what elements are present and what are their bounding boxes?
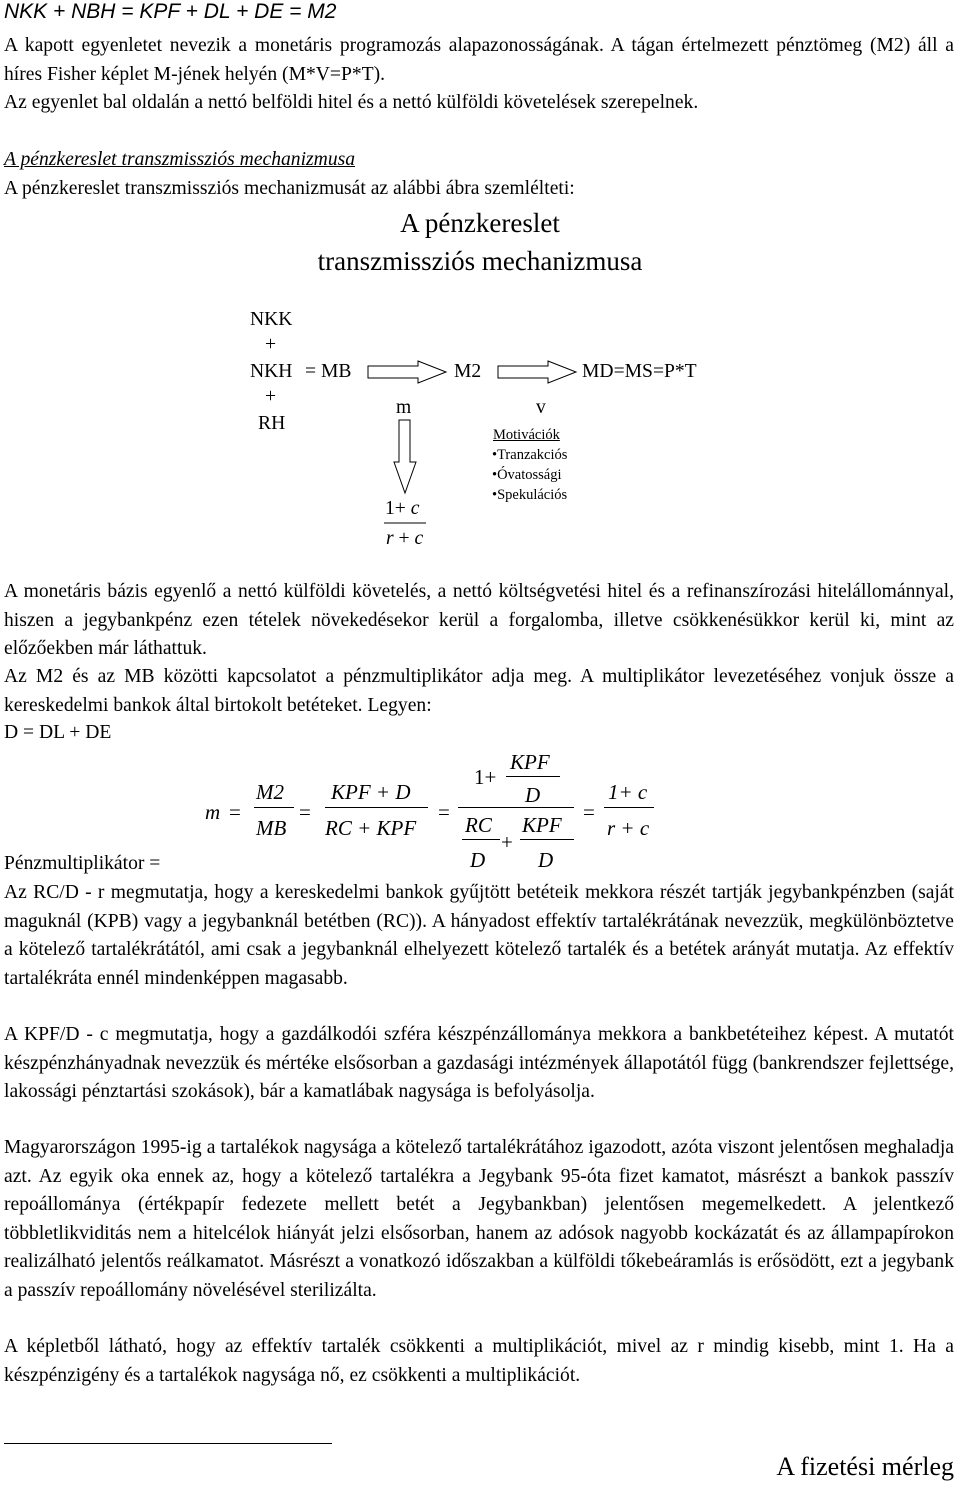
motives-title: Motivációk bbox=[493, 427, 560, 443]
section-title: A pénzkereslet transzmissziós mechanizmusa bbox=[4, 149, 356, 170]
formula-bar-2 bbox=[325, 807, 428, 808]
formula-f1-den: MB bbox=[256, 816, 287, 840]
formula-f2-num: KPF + D bbox=[331, 780, 411, 804]
formula-one-plus: 1+ bbox=[474, 765, 497, 789]
diagram-rh: RH bbox=[258, 413, 286, 434]
paragraph-conclusion: A képletből látható, hogy az effektív tartalék csökkenti a multiplikációt, mivel az r mindig kisebb, mint 1. Ha a készpénzigény és a tartalékok nagysága nő, ez csökkenti a multiplikációt. bbox=[4, 1336, 954, 1386]
equation-d: D = DL + DE bbox=[4, 722, 112, 743]
paragraph-cash-ratio: A KPF/D - c megmutatja, hogy a gazdálkodói szféra készpénzállománya mekkora a bankbetéteihez képest. A mutatót készpénzhányadnak nevezzük és mértéke elsősorban a gazdasági intézmények állapotától függ (bankrendszer fejlettsége, lakossági pénztartási szokások), bár a kamatlábak nagysága is befolyásolja. bbox=[4, 1024, 954, 1102]
footer-divider bbox=[4, 1443, 332, 1444]
diagram-nkk: NKK bbox=[250, 309, 293, 330]
formula-rc: RC bbox=[465, 813, 492, 837]
formula-f1-num: M2 bbox=[256, 780, 284, 804]
diagram-nkh: NKH bbox=[250, 361, 293, 382]
formula-bar-4 bbox=[604, 807, 654, 808]
diagram-arrows bbox=[0, 0, 960, 600]
paragraph-equation-left-side: Az egyenlet bal oldalán a nettó belföldi hitel és a nettó külföldi követelések szerepelnek. bbox=[4, 92, 699, 113]
formula-kpf-bottom: KPF bbox=[522, 813, 562, 837]
formula-f4-den: r + c bbox=[607, 816, 650, 840]
diagram-m-label: m bbox=[396, 397, 412, 418]
diagram-md-ms-pt: MD=MS=P*T bbox=[582, 361, 697, 382]
diagram-frac-numerator: 1+ c bbox=[385, 498, 420, 519]
formula-bar-main-3 bbox=[458, 807, 574, 808]
diagram-plus-2: + bbox=[265, 386, 277, 407]
diagram-title-line2: transzmissziós mechanizmusa bbox=[317, 246, 643, 276]
paragraph-diagram-intro: A pénzkereslet transzmissziós mechanizmusát az alábbi ábra szemlélteti: bbox=[4, 178, 575, 199]
paragraph-fisher: A kapott egyenletet nevezik a monetáris programozás alapazonosságának. A tágan értelmezett pénztömeg (M2) áll a híres Fisher képlet M-jének helyén (M*V=P*T). bbox=[4, 35, 954, 85]
formula-d-bottom-1: D bbox=[470, 848, 486, 872]
motive-item: •Spekulációs bbox=[492, 487, 568, 503]
arrow-m2-to-md-icon bbox=[498, 361, 576, 383]
formula-d-top: D bbox=[525, 783, 541, 807]
paragraph-effective-reserve: Az RC/D - r megmutatja, hogy a kereskedelmi bankok gyűjtött betéteik mekkora részét tartják jegybankpénzben (saját maguknál (KPB) vagy a jegybanknál betétben (RC)). A hányadost effektív tartalékrátának nevezzük, megkülönböztetve a kötelező tartalékrátától, ami csak a jegybanknál elhelyezett kötelező tartalék és a betétek arányát mutatja. Az effektív tartalékráta ennél mindenképpen magasabb. bbox=[4, 882, 954, 989]
motive-item: •Tranzakciós bbox=[492, 447, 568, 463]
motive-item: •Óvatossági bbox=[492, 467, 562, 483]
formula-eq-4: = bbox=[583, 800, 595, 824]
paragraph-monetary-base: A monetáris bázis egyenlő a nettó külföldi követelés, a nettó költségvetési hitel és a refinanszírozási hitelállománnyal, hiszen a jegybankpénz ezen tételek növekedésekor kerül a forgalomba, illetve csökkenésükkor kerül ki, mint az előzőekben már láthattuk. bbox=[4, 581, 954, 659]
paragraph-hungary-reserves: Magyarországon 1995-ig a tartalékok nagysága a kötelező tartalékrátához igazodott, azóta viszont jelentősen meghaladja azt. Az egyik oka ennek az, hogy a kötelező tartalékra a Jegybank 95-óta fizet kamatot, másrészt a bankok passzív repoállománya (értékpapír fedezete mellett betét a Jegybankban) jelentősen megemelkedett. A jelentkező többletlikviditás nem a hitelcélok hiányát jelzi elsősorban, hanem az adósok nagyobb kockázatát és az állampapírokon realizálható jelentős reálkamatot. Másrészt a vonatkozó időszakban a külföldi tőkebeáramlás is erősödött, ezt a jegybank a passzív repoállomány növelésével sterilizálta. bbox=[4, 1137, 954, 1301]
diagram-m2: M2 bbox=[454, 361, 482, 382]
diagram-plus-1: + bbox=[265, 334, 277, 355]
diagram-frac-denominator: r + c bbox=[386, 528, 424, 549]
arrow-m-down-icon bbox=[394, 420, 416, 493]
formula-bar-1 bbox=[254, 807, 294, 808]
formula-eq-1: = bbox=[229, 800, 241, 824]
diagram-eq-mb: = MB bbox=[305, 361, 352, 382]
formula-plus: + bbox=[501, 830, 513, 854]
page-header-equation: NKK + NBH = KPF + DL + DE = M2 bbox=[4, 0, 337, 23]
footer-next-section: A fizetési mérleg bbox=[776, 1452, 954, 1481]
formula-eq-2: = bbox=[299, 800, 311, 824]
diagram-title-line1: A pénzkereslet bbox=[400, 208, 560, 238]
formula-bar-inner-1 bbox=[506, 776, 560, 777]
arrow-mb-to-m2-icon bbox=[368, 361, 446, 383]
formula-f4-num: 1+ c bbox=[608, 780, 648, 804]
formula-eq-3: = bbox=[438, 800, 450, 824]
formula-d-bottom-2: D bbox=[538, 848, 554, 872]
formula-bar-inner-3 bbox=[520, 839, 574, 840]
formula-m: m bbox=[205, 800, 221, 824]
formula-bar-inner-2 bbox=[462, 839, 500, 840]
formula-kpf-top: KPF bbox=[510, 750, 550, 774]
formula-f2-den: RC + KPF bbox=[325, 816, 417, 840]
paragraph-multiplier-intro: Az M2 és az MB közötti kapcsolatot a pénzmultiplikátor adja meg. A multiplikátor levezetéséhez vonjuk össze a kereskedelmi bankok által birtokolt betéteket. Legyen: bbox=[4, 666, 954, 716]
diagram-v-label: v bbox=[536, 397, 546, 418]
multiplier-label: Pénzmultiplikátor = bbox=[4, 853, 161, 874]
